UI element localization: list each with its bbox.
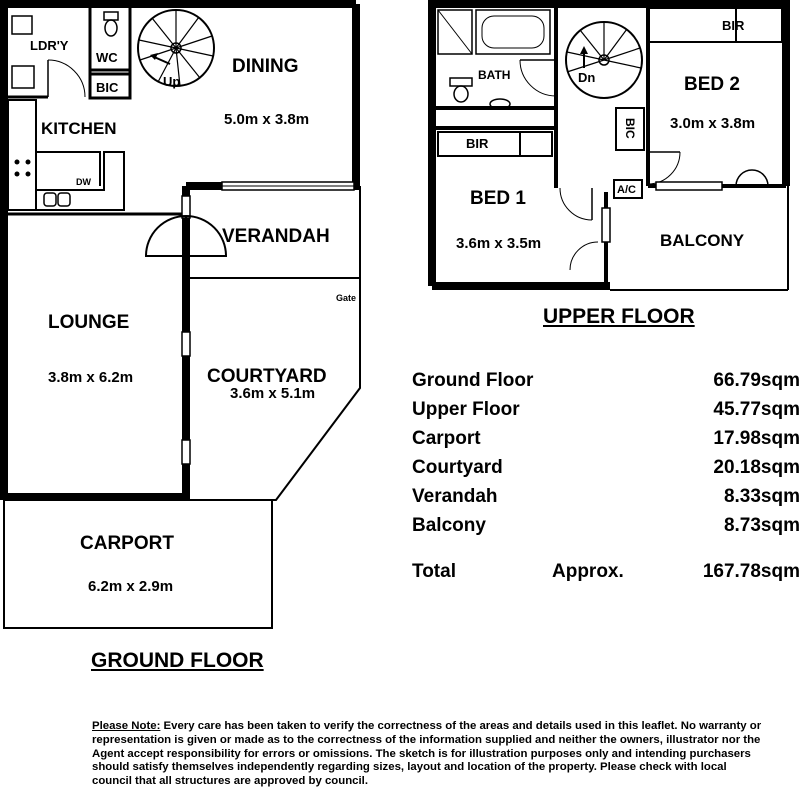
area-value: 8.73sqm bbox=[723, 515, 800, 536]
total-approx: Approx. bbox=[552, 561, 624, 582]
bed2-bir bbox=[648, 8, 782, 42]
sliding-door-2 bbox=[182, 440, 190, 464]
stairs-down-label: Dn bbox=[578, 70, 596, 85]
gate-label: Gate bbox=[336, 293, 357, 303]
courtyard-size: 3.6m x 5.1m bbox=[230, 385, 316, 402]
verandah-label: VERANDAH bbox=[222, 226, 330, 247]
area-row bbox=[412, 426, 800, 452]
area-value: 20.18sqm bbox=[713, 457, 800, 478]
bath-label: BATH bbox=[478, 68, 511, 82]
shower-diag bbox=[438, 10, 472, 54]
balcony-door-swing bbox=[736, 170, 768, 186]
ground-bic-label: BIC bbox=[96, 80, 119, 95]
total-row bbox=[412, 559, 800, 585]
area-value: 8.33sqm bbox=[723, 486, 800, 507]
balcony-window bbox=[656, 182, 722, 190]
side-window bbox=[182, 196, 190, 218]
area-name: Courtyard bbox=[412, 457, 503, 478]
bath-toilet bbox=[454, 86, 468, 102]
balcony-slider bbox=[602, 208, 610, 242]
area-name: Carport bbox=[412, 428, 481, 449]
bed2-label: BED 2 bbox=[684, 74, 740, 95]
bed1-label: BED 1 bbox=[470, 188, 526, 209]
carport-size: 6.2m x 2.9m bbox=[88, 578, 174, 595]
area-row bbox=[412, 397, 800, 423]
lounge-size: 3.8m x 6.2m bbox=[48, 369, 134, 386]
bed1-bir-label: BIR bbox=[466, 136, 489, 151]
total-value: 167.78sqm bbox=[702, 561, 800, 582]
area-row bbox=[412, 513, 800, 539]
kitchen-bench-left bbox=[8, 100, 36, 210]
bed1-size: 3.6m x 3.5m bbox=[456, 235, 542, 252]
ground-floor-title: GROUND FLOOR bbox=[91, 649, 264, 672]
bathtub-inner bbox=[482, 16, 544, 48]
total-label: Total bbox=[412, 561, 456, 582]
area-name: Ground Floor bbox=[412, 370, 534, 391]
carport-label: CARPORT bbox=[80, 533, 174, 554]
area-value: 45.77sqm bbox=[713, 399, 800, 420]
stairs-up-label: Up bbox=[163, 74, 181, 89]
kitchen-island bbox=[8, 152, 124, 210]
stair-down-arrow-head bbox=[580, 46, 588, 54]
wc-toilet bbox=[105, 20, 117, 36]
note-lead: Please Note: bbox=[92, 720, 161, 732]
bath-door-swing bbox=[520, 60, 556, 96]
laundry-sink bbox=[12, 16, 32, 34]
note-text: Every care has been taken to verify the correctness of the areas and details used in this leaflet. No warranty or representation is given or made as to the correctness of the information supplied and neither the owners, illustrator nor the Agent accept responsibility for errors or omissions. The sketch is for illustration purposes only and intending purchasers should satisfy themselves independently regarding sizes, layout and location of the property. Please check with local council that all structures are approved by council. bbox=[92, 720, 762, 788]
bed2-door-swing bbox=[648, 152, 680, 184]
laundry-tub bbox=[12, 66, 34, 88]
laundry-door-swing bbox=[48, 60, 85, 97]
bath-wall bbox=[432, 108, 556, 128]
lounge-label: LOUNGE bbox=[48, 312, 130, 333]
area-row bbox=[412, 455, 800, 481]
dw-label: DW bbox=[76, 177, 91, 187]
area-name: Upper Floor bbox=[412, 399, 520, 420]
area-name: Balcony bbox=[412, 515, 486, 536]
cooktop bbox=[15, 160, 31, 177]
sliding-door-1 bbox=[182, 332, 190, 356]
ground-outer-wall bbox=[186, 4, 356, 186]
carport-outline bbox=[4, 500, 272, 628]
kitchen-sink bbox=[44, 193, 70, 206]
ground-floor-plan bbox=[4, 4, 360, 628]
bathtub bbox=[476, 10, 550, 54]
area-row bbox=[412, 484, 800, 510]
bed1-door-swing bbox=[560, 188, 592, 220]
upper-floor-plan bbox=[432, 4, 788, 290]
kitchen-label: KITCHEN bbox=[41, 119, 117, 138]
area-row bbox=[412, 368, 800, 394]
laundry-label: LDR'Y bbox=[30, 38, 69, 53]
balcony-lower-door bbox=[570, 242, 598, 270]
ac-label: A/C bbox=[617, 184, 636, 196]
bed1-bir bbox=[438, 132, 552, 156]
upper-bic-label: BIC bbox=[623, 118, 637, 139]
dining-size: 5.0m x 3.8m bbox=[224, 111, 310, 128]
wc-label: WC bbox=[96, 50, 118, 65]
upper-floor-title: UPPER FLOOR bbox=[543, 305, 695, 328]
dining-label: DINING bbox=[232, 56, 299, 77]
balcony-label: BALCONY bbox=[660, 231, 745, 250]
disclaimer-note bbox=[92, 720, 762, 789]
area-value: 17.98sqm bbox=[713, 428, 800, 449]
bed2-size: 3.0m x 3.8m bbox=[670, 115, 756, 132]
courtyard-label: COURTYARD bbox=[207, 366, 327, 387]
bath-toilet-cistern bbox=[450, 78, 472, 86]
wc-cistern bbox=[104, 12, 118, 20]
area-name: Verandah bbox=[412, 486, 498, 507]
area-value: 66.79sqm bbox=[713, 370, 800, 391]
bed2-bir-label: BIR bbox=[722, 18, 745, 33]
